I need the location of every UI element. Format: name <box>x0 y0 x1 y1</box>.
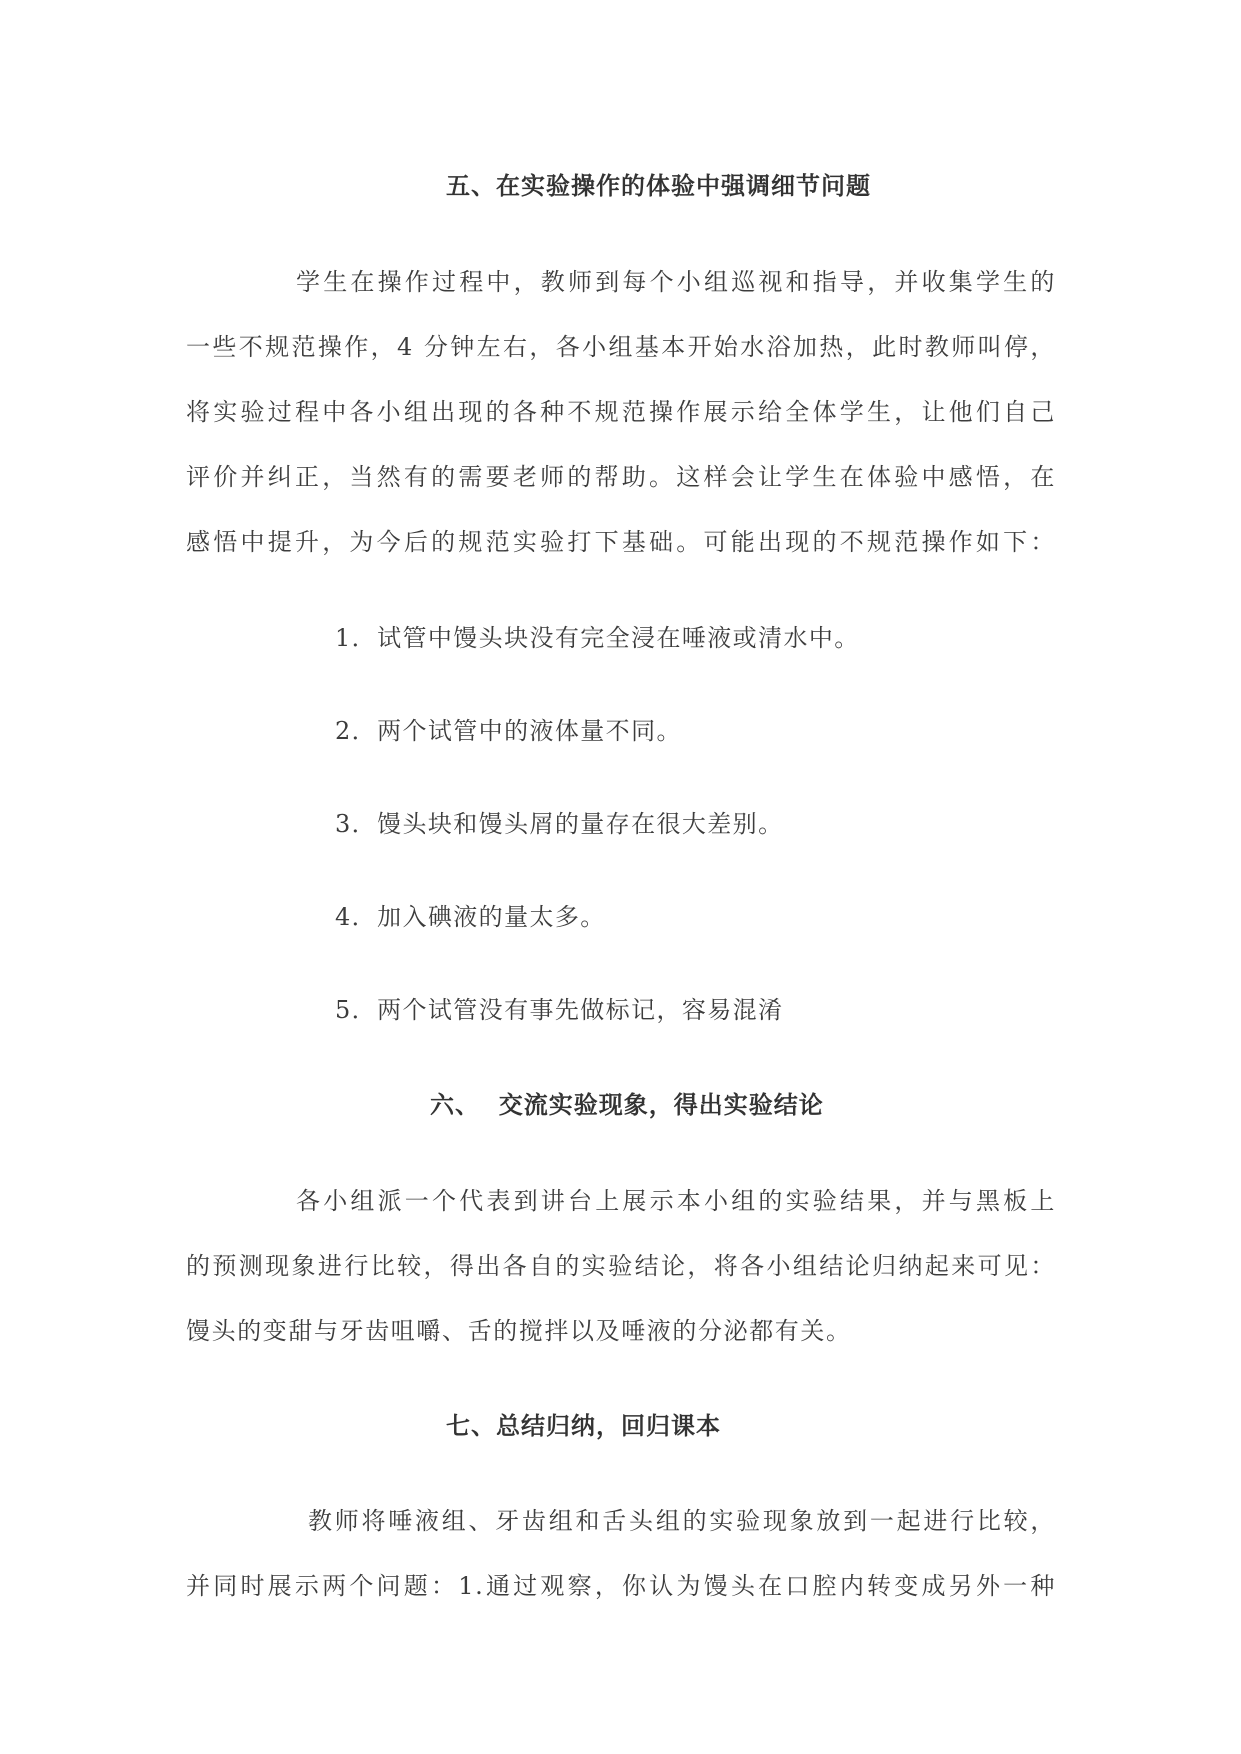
paragraph-line: 将实验过程中各小组出现的各种不规范操作展示给全体学生，让他们自己 <box>186 398 1056 426</box>
paragraph-line: 教师将唾液组、牙齿组和舌头组的实验现象放到一起进行比较， <box>308 1507 1056 1535</box>
paragraph-line: 一些不规范操作，4 分钟左右，各小组基本开始水浴加热，此时教师叫停， <box>186 333 1056 361</box>
list-item: 4．加入碘液的量太多。 <box>335 903 606 931</box>
section-heading-7: 七、总结归纳，回归课本 <box>446 1411 721 1440</box>
list-item: 3．馒头块和馒头屑的量存在很大差别。 <box>335 810 784 838</box>
paragraph-line: 馒头的变甜与牙齿咀嚼、舌的搅拌以及唾液的分泌都有关。 <box>186 1317 852 1345</box>
paragraph-line: 并同时展示两个问题：1.通过观察，你认为馒头在口腔内转变成另外一种 <box>186 1572 1056 1600</box>
paragraph-line: 评价并纠正，当然有的需要老师的帮助。这样会让学生在体验中感悟，在 <box>186 463 1056 491</box>
paragraph-line: 感悟中提升，为今后的规范实验打下基础。可能出现的不规范操作如下： <box>186 528 1056 556</box>
list-item: 1．试管中馒头块没有完全浸在唾液或清水中。 <box>335 624 860 652</box>
paragraph-line: 各小组派一个代表到讲台上展示本小组的实验结果，并与黑板上 <box>296 1187 1056 1215</box>
paragraph-line: 的预测现象进行比较，得出各自的实验结论，将各小组结论归纳起来可见： <box>186 1252 1056 1280</box>
paragraph-line: 学生在操作过程中，教师到每个小组巡视和指导，并收集学生的 <box>296 268 1056 296</box>
section-heading-5: 五、在实验操作的体验中强调细节问题 <box>446 171 871 200</box>
list-item: 5．两个试管没有事先做标记，容易混淆 <box>335 996 784 1024</box>
list-item: 2．两个试管中的液体量不同。 <box>335 717 682 745</box>
section-heading-6: 六、 交流实验现象，得出实验结论 <box>430 1090 824 1119</box>
